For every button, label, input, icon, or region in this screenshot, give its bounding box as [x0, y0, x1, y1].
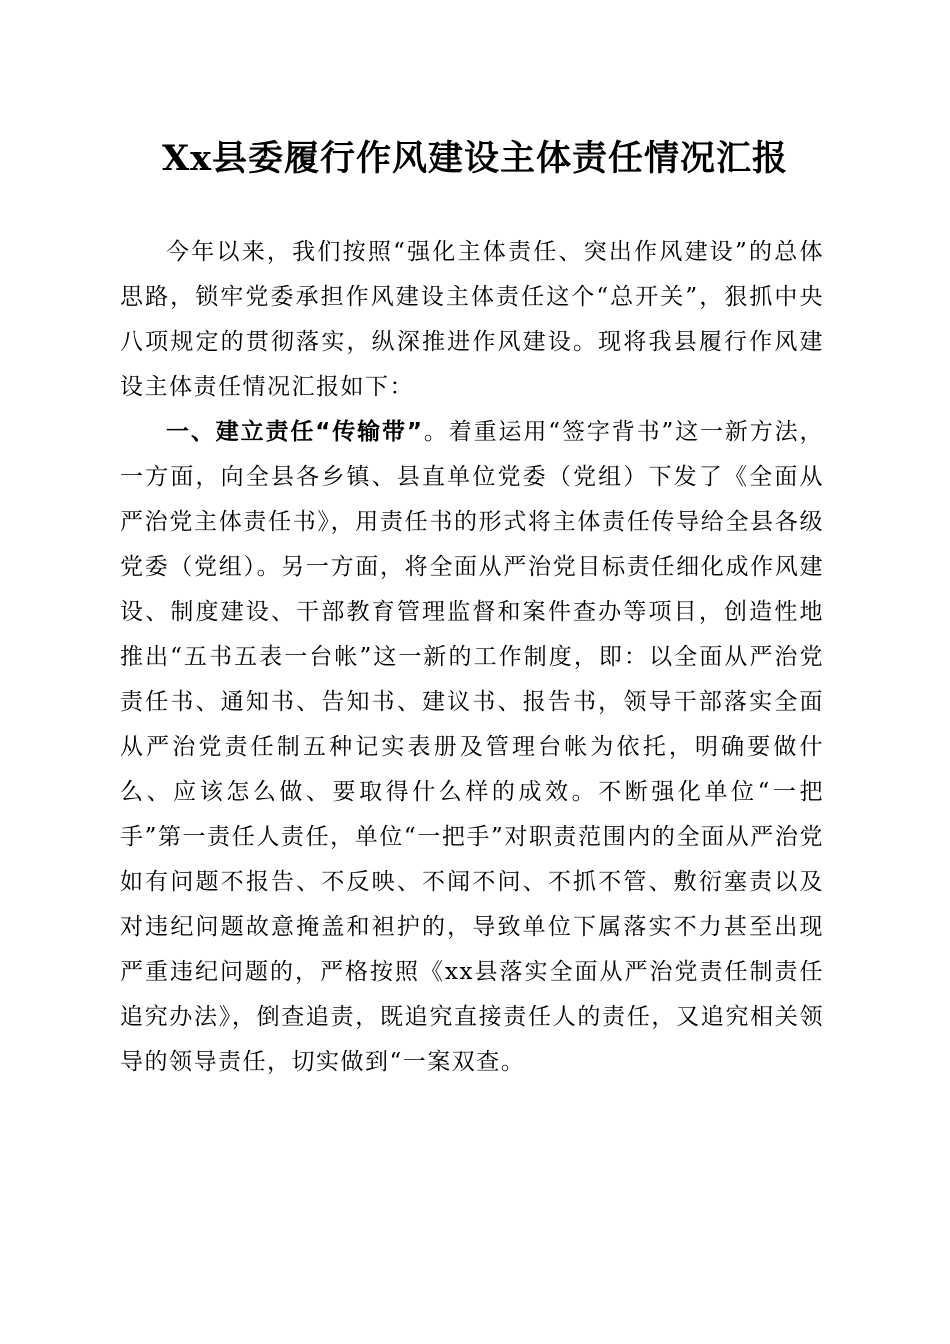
paragraph-intro	[120, 230, 824, 410]
document-title: Xx县委履行作风建设主体责任情况汇报	[161, 138, 789, 179]
section-1-text: 。着重运用“签字背书”这一新方法，一方面，向全县各乡镇、县直单位党委（党组）下发了《全面从严治党主体责任书》，用责任书的形式将主体责任传导给全县各级党委（党组）。另一方面，将全面从严治党目标责任细化成作风建设、制度建设、干部教育管理监督和案件查办等项目，创造性地推出“五书五表一台帐”这一新的工作制度，即：以全面从严治党责任书、通知书、告知书、建议书、报告书，领导干部落实全面从严治党责任制五种记实表册及管理台帐为依托，明确要做什么、应该怎么做、要取得什么样的成效。不断强化单位“一把手”第一责任人责任，单位“一把手”对职责范围内的全面从严治党如有问题不报告、不反映、不闻不问、不抓不管、敷衍塞责以及对违纪问题故意掩盖和袒护的，导致单位下属落实不力甚至出现严重违纪问题的，严格按照《xx县落实全面从严治党责任制责任追究办法》，倒查追责，既追究直接责任人的责任，又追究相关领导的领导责任，切实做到“一案双查。	[120, 419, 824, 1075]
paragraph-intro-text: 今年以来，我们按照“强化主体责任、突出作风建设”的总体思路，锁牢党委承担作风建设主体责任这个“总开关”，狠抓中央八项规定的贯彻落实，纵深推进作风建设。现将我县履行作风建设主体责任情况汇报如下：	[120, 239, 824, 400]
paragraph-section-1	[120, 410, 824, 1085]
document-body	[120, 230, 824, 1085]
section-1-heading: 一、建立责任“传输带”	[166, 419, 424, 445]
